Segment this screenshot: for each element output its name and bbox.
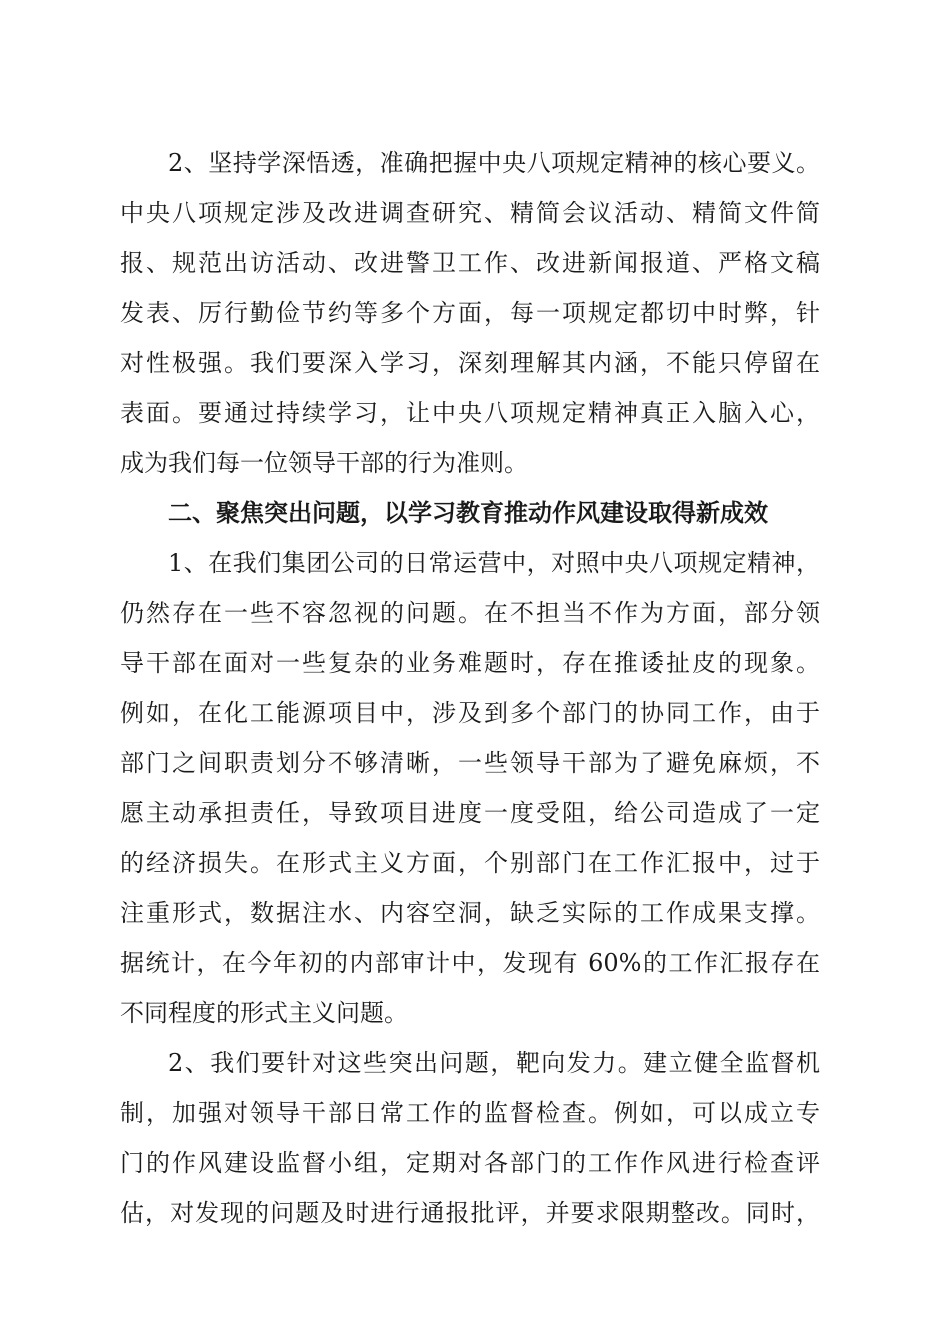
- paragraph-line: 发表、厉行勤俭节约等多个方面，每一项规定都切中时弊，针: [120, 299, 820, 327]
- paragraph-line: 不同程度的形式主义问题。: [120, 999, 408, 1027]
- paragraph-line: 表面。要通过持续学习，让中央八项规定精神真正入脑入心，: [120, 399, 820, 427]
- paragraph-line: 中央八项规定涉及改进调查研究、精简会议活动、精简文件简: [120, 199, 820, 227]
- section-heading: 二、聚焦突出问题，以学习教育推动作风建设取得新成效: [168, 499, 768, 527]
- paragraph-line: 2、我们要针对这些突出问题，靶向发力。建立健全监督机: [168, 1049, 820, 1077]
- paragraph-line: 2、坚持学深悟透，准确把握中央八项规定精神的核心要义。: [168, 149, 820, 177]
- paragraph-line: 的经济损失。在形式主义方面，个别部门在工作汇报中，过于: [120, 849, 820, 877]
- paragraph-line: 门的作风建设监督小组，定期对各部门的工作作风进行检查评: [120, 1149, 820, 1177]
- paragraph-line: 例如，在化工能源项目中，涉及到多个部门的协同工作，由于: [120, 699, 820, 727]
- paragraph-line: 估，对发现的问题及时进行通报批评，并要求限期整改。同时，: [120, 1199, 820, 1227]
- paragraph-line: 制，加强对领导干部日常工作的监督检查。例如，可以成立专: [120, 1099, 820, 1127]
- paragraph-line: 据统计，在今年初的内部审计中，发现有 60%的工作汇报存在: [120, 949, 820, 977]
- paragraph-line: 部门之间职责划分不够清晰，一些领导干部为了避免麻烦，不: [120, 749, 820, 777]
- paragraph-line: 报、规范出访活动、改进警卫工作、改进新闻报道、严格文稿: [120, 249, 820, 277]
- paragraph-line: 导干部在面对一些复杂的业务难题时，存在推诿扯皮的现象。: [120, 649, 820, 677]
- paragraph-line: 对性极强。我们要深入学习，深刻理解其内涵，不能只停留在: [120, 349, 820, 377]
- paragraph-line: 成为我们每一位领导干部的行为准则。: [120, 449, 528, 477]
- paragraph-line: 1、在我们集团公司的日常运营中，对照中央八项规定精神，: [168, 549, 820, 577]
- paragraph-line: 仍然存在一些不容忽视的问题。在不担当不作为方面，部分领: [120, 599, 820, 627]
- paragraph-line: 注重形式，数据注水、内容空洞，缺乏实际的工作成果支撑。: [120, 899, 820, 927]
- paragraph-line: 愿主动承担责任，导致项目进度一度受阻，给公司造成了一定: [120, 799, 820, 827]
